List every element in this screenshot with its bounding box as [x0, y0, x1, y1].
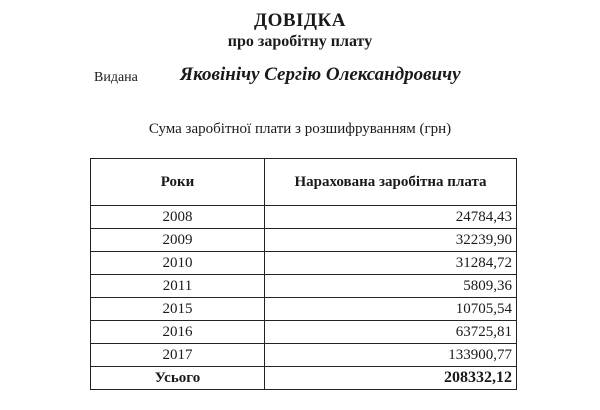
header-years: Роки	[91, 159, 265, 206]
row-amount: 5809,36	[265, 275, 517, 298]
table-row	[91, 298, 517, 321]
row-amount: 31284,72	[265, 252, 517, 275]
row-amount: 63725,81	[265, 321, 517, 344]
table-caption: Сума заробітної плати з розшифруванням (грн)	[148, 121, 452, 137]
salary-table	[90, 158, 517, 390]
table-row	[91, 229, 517, 252]
row-year: 2015	[91, 298, 265, 321]
total-amount: 208332,12	[265, 367, 517, 390]
row-year: 2016	[91, 321, 265, 344]
row-year: 2009	[91, 229, 265, 252]
issued-label: Видана	[94, 70, 138, 85]
total-row	[91, 367, 517, 390]
table-row	[91, 206, 517, 229]
document-title: ДОВІДКА	[254, 10, 346, 31]
document-subtitle: про заробітну плату	[227, 33, 373, 50]
table-row	[91, 344, 517, 367]
row-amount: 24784,43	[265, 206, 517, 229]
recipient-name: Яковінічу Сергію Олександровичу	[180, 64, 461, 85]
table-row	[91, 321, 517, 344]
total-label: Усього	[91, 367, 265, 390]
row-amount: 133900,77	[265, 344, 517, 367]
table-row	[91, 275, 517, 298]
row-amount: 32239,90	[265, 229, 517, 252]
table-row	[91, 252, 517, 275]
header-amount: Нарахована заробітна плата	[265, 159, 517, 206]
row-year: 2017	[91, 344, 265, 367]
row-year: 2008	[91, 206, 265, 229]
table-header-row	[91, 159, 517, 206]
row-year: 2010	[91, 252, 265, 275]
row-amount: 10705,54	[265, 298, 517, 321]
row-year: 2011	[91, 275, 265, 298]
